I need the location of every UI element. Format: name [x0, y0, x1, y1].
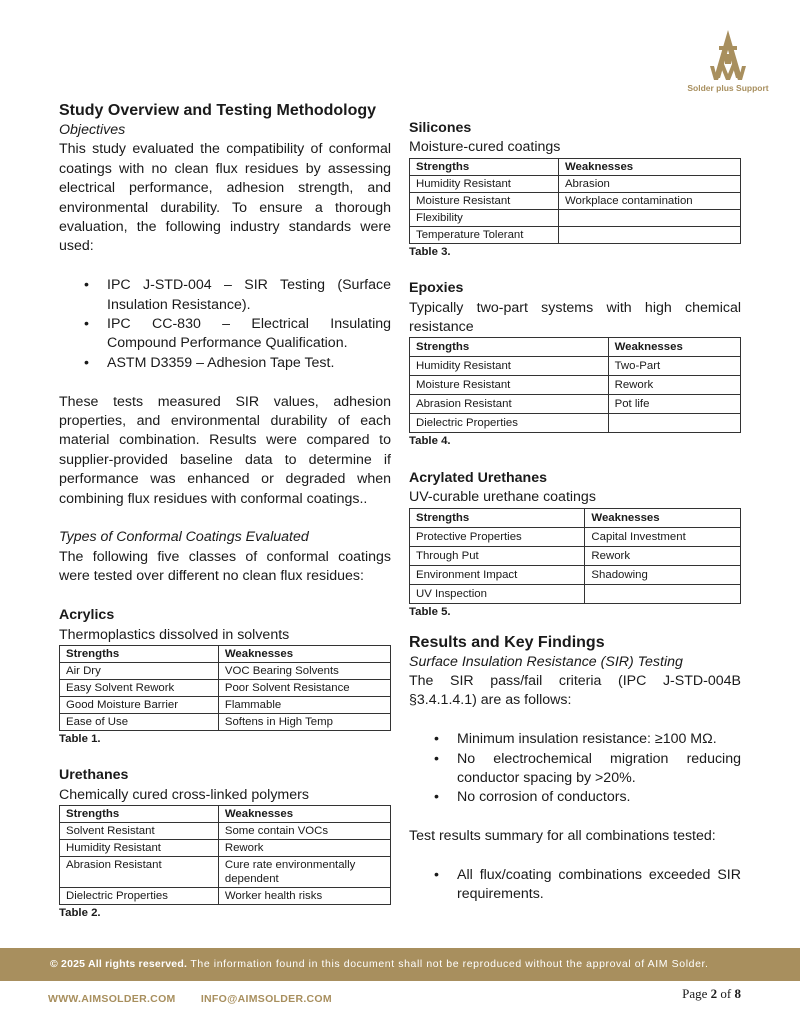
objectives-label: Objectives — [59, 122, 126, 138]
table-cell: Poor Solvent Resistance — [218, 679, 390, 696]
acrylics-subtitle: Thermoplastics dissolved in solvents — [59, 626, 290, 643]
table-cell: Good Moisture Barrier — [60, 696, 219, 713]
page-word: Page — [682, 986, 708, 1001]
types-label: Types of Conformal Coatings Evaluated — [59, 529, 309, 546]
page-total: 8 — [734, 986, 741, 1001]
table-row — [410, 565, 741, 584]
table-cell — [558, 226, 740, 243]
table-caption: Table 2. — [59, 907, 101, 920]
acrylated-title: Acrylated Urethanes — [409, 469, 547, 486]
table-header: Weaknesses — [585, 508, 741, 527]
acrylics-table — [59, 645, 391, 731]
table-row — [410, 209, 741, 226]
table-row — [60, 679, 391, 696]
table-row — [410, 175, 741, 192]
table-header: Weaknesses — [558, 158, 740, 175]
intro-paragraph: This study evaluated the compatibility of conformal coatings with no clean flux residues by assessing electrical performance, adhesion strength, and environmental durability. To ensure a thorough evaluation, the following industry standards were used: — [59, 141, 391, 255]
types-paragraph: The following five classes of conformal coatings were tested over different no clean flux residues: — [59, 548, 391, 585]
left-column — [59, 100, 391, 921]
table-cell: Dielectric Properties — [410, 414, 609, 433]
table-row — [60, 888, 391, 905]
table-row — [410, 192, 741, 209]
table-header: Strengths — [60, 645, 219, 662]
epoxies-table — [409, 337, 741, 433]
table-caption: Table 4. — [409, 435, 451, 448]
table-row — [60, 662, 391, 679]
table-row — [410, 376, 741, 395]
table-cell: Ease of Use — [60, 713, 219, 730]
page-number — [682, 986, 741, 1002]
summary-paragraph: Test results summary for all combinations tested: — [409, 828, 716, 845]
table-cell: Abrasion — [558, 175, 740, 192]
table-cell: Cure rate environmentally dependent — [218, 857, 390, 888]
table-row — [410, 414, 741, 433]
list-item: • Minimum insulation resistance: ≥100 MΩ. — [457, 730, 741, 749]
table-cell: Worker health risks — [218, 888, 390, 905]
sir-label: Surface Insulation Resistance (SIR) Testing — [409, 653, 683, 670]
table-cell: Moisture Resistant — [410, 192, 559, 209]
table-row — [410, 546, 741, 565]
table-header: Strengths — [410, 158, 559, 175]
table-header: Weaknesses — [218, 645, 390, 662]
table-cell: Pot life — [608, 395, 740, 414]
table-cell: Humidity Resistant — [410, 175, 559, 192]
table-cell: Easy Solvent Rework — [60, 679, 219, 696]
silicones-title: Silicones — [409, 120, 472, 136]
table-row — [60, 857, 391, 888]
tests-paragraph: These tests measured SIR values, adhesion properties, and environmental durability of each material combination. Results were compared to supplier-provided baseline data to determine if performance was enhanced or degraded when combining flux residues with conformal coatings.. — [59, 393, 391, 507]
epoxies-subtitle: Typically two-part systems with high chemical resistance — [409, 299, 741, 336]
table-row — [410, 226, 741, 243]
table-caption: Table 5. — [409, 605, 451, 618]
aim-logo-mark-icon — [708, 28, 748, 80]
urethanes-subtitle: Chemically cured cross-linked polymers — [59, 786, 309, 803]
copyright-band — [0, 948, 800, 981]
list-item: • No electrochemical migration reducing conductor spacing by >20%. — [457, 750, 741, 789]
table-header: Weaknesses — [218, 806, 390, 823]
table-cell: Dielectric Properties — [60, 888, 219, 905]
silicones-subtitle: Moisture-cured coatings — [409, 139, 561, 156]
list-item: • IPC CC-830 – Electrical Insulating Compound Performance Qualification. — [107, 315, 391, 354]
table-row — [410, 395, 741, 414]
sir-paragraph: The SIR pass/fail criteria (IPC J-STD-004B §3.4.1.4.1) are as follows: — [409, 673, 741, 709]
page-current: 2 — [710, 986, 718, 1001]
list-item: • No corrosion of conductors. — [457, 788, 741, 807]
list-item: • IPC J-STD-004 – SIR Testing (Surface Insulation Resistance). — [107, 276, 391, 315]
table-cell: Environment Impact — [410, 565, 585, 584]
table-cell — [585, 584, 741, 603]
copyright-bold: © 2025 All rights reserved. — [50, 958, 188, 970]
urethanes-title: Urethanes — [59, 767, 129, 784]
table-cell: Abrasion Resistant — [410, 395, 609, 414]
list-item: • ASTM D3359 – Adhesion Tape Test. — [107, 354, 391, 373]
table-cell: Some contain VOCs — [218, 823, 390, 840]
table-row — [60, 840, 391, 857]
page-of: of — [720, 986, 732, 1001]
table-cell: Rework — [585, 546, 741, 565]
table-cell: Solvent Resistant — [60, 823, 219, 840]
silicones-table — [409, 158, 741, 244]
table-row — [410, 584, 741, 603]
list-item: • All flux/coating combinations exceeded SIR requirements. — [457, 866, 741, 905]
urethanes-table — [59, 805, 391, 905]
table-cell: Rework — [218, 840, 390, 857]
table-cell: Temperature Tolerant — [410, 226, 559, 243]
standards-list — [59, 276, 391, 373]
table-cell: Capital Investment — [585, 527, 741, 546]
table-cell: Through Put — [410, 546, 585, 565]
table-cell: VOC Bearing Solvents — [218, 662, 390, 679]
criteria-list — [409, 730, 741, 808]
table-cell: Flammable — [218, 696, 390, 713]
footer-links — [48, 993, 354, 1005]
results-heading: Results and Key Findings — [409, 633, 605, 651]
section-heading: Study Overview and Testing Methodology — [59, 102, 377, 119]
table-cell: Abrasion Resistant — [60, 857, 219, 888]
table-row — [410, 357, 741, 376]
epoxies-title: Epoxies — [409, 280, 464, 297]
right-column — [409, 119, 741, 905]
table-cell: Protective Properties — [410, 527, 585, 546]
table-row — [60, 696, 391, 713]
summary-list — [409, 866, 741, 905]
table-cell: Softens in High Temp — [218, 713, 390, 730]
table-cell: UV Inspection — [410, 584, 585, 603]
table-header: Strengths — [410, 508, 585, 527]
logo-tagline: Solder plus Support — [687, 83, 769, 93]
email-link[interactable]: INFO@AIMSOLDER.COM — [200, 993, 332, 1005]
aim-logo — [683, 28, 773, 98]
table-cell: Rework — [608, 376, 740, 395]
table-caption: Table 3. — [409, 245, 451, 258]
table-row — [410, 527, 741, 546]
acrylics-title: Acrylics — [59, 607, 115, 624]
table-row — [60, 713, 391, 730]
acrylated-table — [409, 508, 741, 604]
table-caption: Table 1. — [59, 732, 101, 745]
table-header: Strengths — [60, 806, 219, 823]
table-row — [60, 823, 391, 840]
table-cell: Workplace contamination — [558, 192, 740, 209]
table-cell: Flexibility — [410, 209, 559, 226]
table-cell: Humidity Resistant — [60, 840, 219, 857]
website-link[interactable]: WWW.AIMSOLDER.COM — [48, 993, 176, 1005]
table-header: Strengths — [410, 338, 609, 357]
acrylated-subtitle: UV-curable urethane coatings — [409, 489, 596, 506]
table-cell — [608, 414, 740, 433]
table-cell: Air Dry — [60, 662, 219, 679]
table-cell: Humidity Resistant — [410, 357, 609, 376]
table-cell — [558, 209, 740, 226]
table-header: Weaknesses — [608, 338, 740, 357]
table-cell: Moisture Resistant — [410, 376, 609, 395]
copyright-text: The information found in this document shall not be reproduced without the approval of AIM Solder. — [190, 958, 709, 970]
table-cell: Two-Part — [608, 357, 740, 376]
table-cell: Shadowing — [585, 565, 741, 584]
